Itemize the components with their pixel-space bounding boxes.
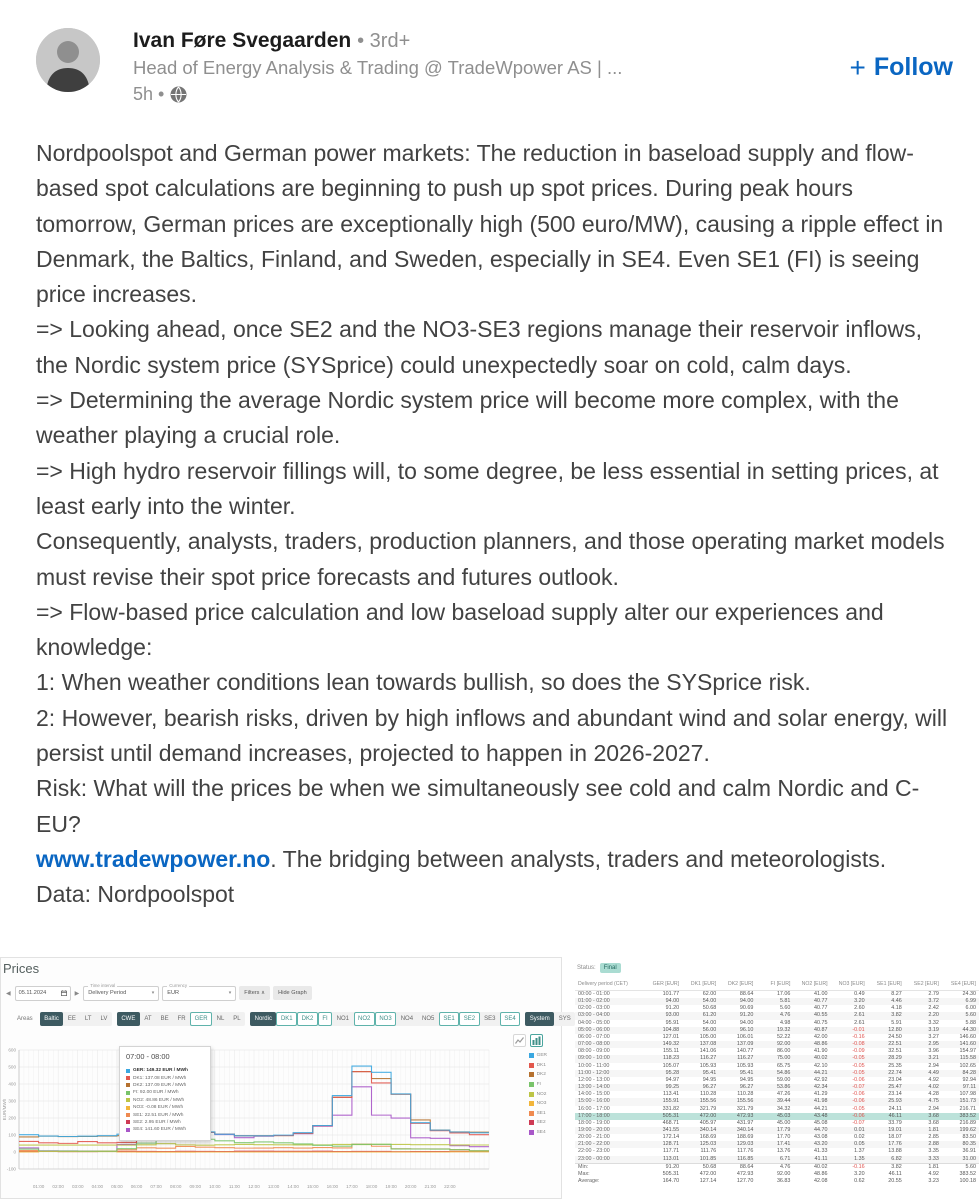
area-button-se1[interactable]: SE1	[439, 1012, 459, 1026]
legend-item-no3[interactable]	[529, 1099, 547, 1109]
area-button-se4[interactable]: SE4	[500, 1012, 520, 1026]
area-button-group	[40, 1012, 112, 1026]
filters-button[interactable]: Filters ∧	[239, 986, 270, 1000]
svg-text:200: 200	[8, 1115, 16, 1121]
area-button-ee[interactable]: EE	[63, 1012, 80, 1026]
legend-swatch	[529, 1053, 534, 1058]
svg-text:500: 500	[8, 1064, 16, 1070]
table-column-header: NO3 [EUR]	[831, 979, 868, 991]
legend-label: DK1	[536, 1062, 546, 1068]
svg-text:12:00: 12:00	[248, 1184, 260, 1189]
area-button-no2[interactable]: NO2	[354, 1012, 375, 1026]
post-paragraph: Data: Nordpoolspot	[36, 881, 235, 908]
area-button-be[interactable]: BE	[156, 1012, 173, 1026]
svg-text:14:00: 14:00	[287, 1184, 299, 1189]
table-summary-row: Max: 505.31 472.00 472.93 92.00 48.86 3.20 46.11 4.92 383.52	[575, 1171, 979, 1178]
table-row[interactable]: 12:00 - 13:00 94.97 94.95 94.95 59.00 42.92 -0.06 23.04 4.92 92.94	[578, 1076, 976, 1083]
tooltip-entry: SE2: 2.95 EUR / MWh	[126, 1119, 204, 1126]
table-row[interactable]: 05:00 - 06:00 104.88 56.00 96.10 19.32 40.87 -0.01 12.80 3.19 44.30	[575, 1027, 979, 1034]
area-button-baltic[interactable]: Baltic	[40, 1012, 64, 1026]
post-header	[36, 26, 959, 126]
nordpool-dashboard-image	[0, 955, 979, 1200]
svg-text:10:00: 10:00	[209, 1184, 221, 1189]
connection-degree: • 3rd+	[357, 30, 411, 52]
area-button-dk1[interactable]: DK1	[276, 1012, 297, 1026]
area-button-at[interactable]: AT	[140, 1012, 156, 1026]
svg-text:21:00: 21:00	[424, 1184, 436, 1189]
table-row[interactable]: 20:00 - 21:00 172.14 168.69 188.69 17.70 43.08 0.02 18.07 2.85 83.50	[578, 1134, 976, 1141]
legend-swatch	[529, 1092, 534, 1097]
svg-text:400: 400	[8, 1081, 16, 1087]
chart-legend	[529, 1051, 547, 1137]
date-next-button[interactable]: ▶	[74, 990, 80, 997]
tooltip-entry: SE4: 141.60 EUR / MWh	[126, 1126, 204, 1133]
tradewpower-link[interactable]: www.tradewpower.no	[36, 845, 271, 872]
post-paragraph: => Determining the average Nordic system price will become more complex, with the weather playing a crucial role.	[36, 387, 899, 449]
legend-label: SE1	[536, 1110, 546, 1116]
legend-item-dk1[interactable]	[529, 1061, 547, 1071]
tooltip-swatch	[126, 1091, 130, 1095]
area-button-group	[250, 1012, 520, 1026]
post-paragraph: => High hydro reservoir fillings will, to some degree, be less essential in setting prices, at least early into the winter.	[36, 457, 939, 519]
avatar-photo	[36, 28, 100, 92]
date-value: 05.11.2024	[18, 990, 47, 996]
table-column-header: GER [EUR]	[645, 979, 682, 991]
svg-text:06:00: 06:00	[130, 1184, 143, 1189]
tooltip-entry: GER: 149.32 EUR / MWh	[126, 1067, 204, 1074]
post-paragraph: => Looking ahead, once SE2 and the NO3-SE3 regions manage their reservoir inflows, the Nordic system price (SYSprice) could unexpectedly soar on cold, calm days.	[36, 316, 923, 378]
table-row[interactable]: 15:00 - 16:00 155.91 155.56 155.56 39.44 41.98 -0.06 25.93 4.75 151.73	[575, 1098, 979, 1105]
legend-item-ger[interactable]	[529, 1051, 547, 1061]
svg-text:0: 0	[13, 1149, 16, 1155]
table-column-header: SE1 [EUR]	[868, 979, 905, 991]
legend-label: GER	[536, 1053, 547, 1059]
tooltip-entry: NO2: 48.86 EUR / MWh	[126, 1097, 204, 1104]
legend-item-no2[interactable]	[529, 1089, 547, 1099]
area-button-se3[interactable]: SE3	[480, 1012, 500, 1026]
area-button-nordic[interactable]: Nordic	[250, 1012, 276, 1026]
table-row[interactable]: 17:00 - 18:00 505.31 472.00 472.93 45.03 43.48 -0.06 46.11 3.68 383.52	[575, 1113, 979, 1120]
area-button-lv[interactable]: LV	[96, 1012, 112, 1026]
tooltip-swatch	[126, 1113, 130, 1117]
svg-text:04:00: 04:00	[91, 1184, 104, 1189]
legend-swatch	[529, 1101, 534, 1106]
post-paragraph: Consequently, analysts, traders, production planners, and those operating market models must revise their spot price forecasts and futures outlook.	[36, 528, 945, 590]
legend-swatch	[529, 1063, 534, 1068]
post-time: 5h •	[133, 84, 165, 104]
table-row[interactable]: 22:00 - 23:00 117.71 111.76 117.76 13.76 41.33 1.37 13.88 3.35 36.91	[578, 1148, 976, 1155]
legend-item-dk2[interactable]	[529, 1070, 547, 1080]
table-row[interactable]: 14:00 - 15:00 113.41 110.28 110.28 47.26 41.29 -0.06 23.14 4.28 107.98	[578, 1091, 976, 1098]
table-column-header: DK1 [EUR]	[682, 979, 719, 991]
svg-text:13:00: 13:00	[267, 1184, 280, 1189]
area-button-fi[interactable]: FI	[318, 1012, 332, 1026]
tooltip-entry: DK2: 137.09 EUR / MWh	[126, 1082, 204, 1089]
table-row[interactable]: 19:00 - 20:00 341.55 340.14 340.14 17.79 44.70 0.01 19.01 1.81 199.62	[575, 1127, 979, 1134]
svg-text:600: 600	[8, 1047, 16, 1053]
status-badge: Final	[600, 963, 621, 973]
tooltip-entry: DK1: 137.08 EUR / MWh	[126, 1074, 204, 1081]
currency-value: EUR	[167, 990, 180, 996]
legend-item-se1[interactable]	[529, 1109, 547, 1119]
tooltip-swatch	[126, 1076, 130, 1080]
svg-text:01:00: 01:00	[32, 1184, 45, 1189]
tooltip-entry: NO3: -0.08 EUR / MWh	[126, 1104, 204, 1111]
table-row[interactable]: 13:00 - 14:00 99.25 96.27 96.27 53.86 42.34 -0.07 25.47 4.02 97.11	[575, 1084, 979, 1091]
calendar-icon	[61, 990, 67, 996]
svg-text:300: 300	[8, 1098, 16, 1104]
table-row[interactable]: 16:00 - 17:00 331.82 321.79 321.79 34.32 44.21 -0.05 24.11 2.94 216.71	[578, 1105, 976, 1112]
tooltip-swatch	[126, 1069, 130, 1073]
area-button-no4[interactable]: NO4	[396, 1012, 417, 1026]
svg-text:05:00: 05:00	[111, 1184, 123, 1189]
post-paragraph: 2: However, bearish risks, driven by high inflows and abundant wind and solar energy, will persist until demand increases, projected to happen in 2026-2027.	[36, 704, 948, 767]
table-column-header: DK2 [EUR]	[719, 979, 756, 991]
tooltip-swatch	[126, 1098, 130, 1102]
table-column-header: Delivery period (CET)	[575, 979, 645, 991]
tooltip-entry: FI: 92.00 EUR / MWh	[126, 1089, 204, 1096]
legend-item-se2[interactable]	[529, 1118, 547, 1128]
area-button-cwe[interactable]: CWE	[117, 1012, 140, 1026]
chart-tooltip	[119, 1046, 211, 1141]
controls-bar	[5, 984, 312, 1002]
table-row[interactable]: 03:00 - 04:00 93.00 61.20 91.20 4.76 40.55 2.61 3.82 2.20 5.60	[575, 1012, 979, 1019]
svg-text:22:00: 22:00	[444, 1184, 456, 1189]
area-button-no1[interactable]: NO1	[332, 1012, 353, 1026]
svg-text:03:00: 03:00	[72, 1184, 84, 1189]
prices-table-panel	[575, 958, 979, 1200]
table-row[interactable]: 11:00 - 12:00 95.28 95.41 95.41 54.86 44.21 -0.05 22.74 4.49 84.28	[575, 1070, 979, 1077]
tooltip-entry: SE1: 22.51 EUR / MWh	[126, 1111, 204, 1118]
chevron-down-icon: ▾	[228, 990, 232, 996]
legend-label: FI	[536, 1082, 541, 1088]
table-row[interactable]: 00:00 - 01:00 101.77 62.00 88.64 17.06 41.00 0.49 8.27 2.79 24.30	[578, 991, 976, 997]
legend-swatch	[529, 1072, 534, 1077]
area-button-sys[interactable]: SYS	[554, 1012, 575, 1026]
legend-label: SE2	[536, 1120, 546, 1126]
area-button-nl[interactable]: NL	[212, 1012, 229, 1026]
hide-graph-button[interactable]: Hide Graph	[273, 986, 312, 1000]
svg-text:18:00: 18:00	[365, 1184, 378, 1189]
prices-panel	[0, 957, 571, 1199]
legend-label: SE4	[536, 1130, 546, 1136]
svg-text:11:00: 11:00	[228, 1184, 240, 1189]
table-row[interactable]: 02:00 - 03:00 91.20 50.68 90.69 5.60 40.77 2.60 4.18 2.42 6.00	[578, 1005, 976, 1012]
price-chart	[1, 1034, 561, 1198]
table-row[interactable]: 01:00 - 02:00 94.00 54.00 94.00 5.81 40.77 3.20 4.46 3.72 6.99	[575, 998, 979, 1005]
areas-label: Areas	[17, 1016, 33, 1022]
table-row[interactable]: 09:00 - 10:00 118.23 116.27 116.27 75.00 40.02 -0.05 28.29 3.21 115.58	[575, 1055, 979, 1062]
currency-label: Currency	[169, 982, 188, 988]
table-summary-row: Average: 164.70 127.14 127.70 36.83 42.08 0.62 20.55 3.23 100.18	[575, 1178, 979, 1185]
post-paragraph: Risk: What will the prices be when we simultaneously see cold and calm Nordic and C-EU?	[36, 775, 920, 837]
legend-label: DK2	[536, 1072, 546, 1078]
status-label: Status:	[577, 965, 596, 971]
legend-label: NO2	[536, 1091, 547, 1097]
area-button-ger[interactable]: GER	[190, 1012, 212, 1026]
tooltip-time-range: 07:00 - 08:00	[126, 1052, 170, 1061]
chevron-down-icon: ▾	[151, 990, 155, 996]
legend-label: NO3	[536, 1101, 547, 1107]
area-button-system[interactable]: System	[525, 1012, 554, 1026]
currency-select[interactable]	[162, 982, 236, 1001]
post-paragraph: 1: When weather conditions lean towards bullish, so does the SYSprice risk.	[36, 669, 811, 696]
table-row[interactable]: 21:00 - 22:00 128.71 125.03 129.03 17.41 43.20 0.05 17.76 2.88 80.35	[575, 1141, 979, 1148]
legend-swatch	[529, 1130, 534, 1135]
tooltip-swatch	[126, 1083, 130, 1087]
svg-text:08:00: 08:00	[169, 1184, 182, 1189]
follow-button[interactable]: + Follow	[843, 52, 959, 83]
legend-item-fi[interactable]	[529, 1080, 547, 1090]
chart-plot-area[interactable]	[1, 1036, 561, 1196]
table-column-header: SE2 [EUR]	[905, 979, 942, 991]
svg-text:17:00: 17:00	[346, 1184, 358, 1189]
svg-text:09:00: 09:00	[189, 1184, 201, 1189]
area-button-lt[interactable]: LT	[80, 1012, 96, 1026]
svg-text:07:00: 07:00	[150, 1184, 162, 1189]
table-column-header: SE4 [EUR]	[942, 979, 979, 991]
svg-text:16:00: 16:00	[326, 1184, 339, 1189]
post-paragraph: www.tradewpower.no. The bridging between analysts, traders and meteorologists.	[36, 845, 887, 872]
svg-text:EUR/MWh: EUR/MWh	[2, 1098, 7, 1121]
time-interval-value: Delivery Period	[88, 990, 127, 996]
legend-swatch	[529, 1120, 534, 1125]
table-row[interactable]: 10:00 - 11:00 105.07 105.93 105.93 65.75 42.10 -0.05 25.35 2.94 102.65	[578, 1062, 976, 1069]
post-paragraph: => Flow-based price calculation and low baseload supply alter our experiences and knowledge:	[36, 598, 884, 661]
time-interval-select[interactable]	[83, 982, 159, 1001]
svg-text:15:00: 15:00	[307, 1184, 319, 1189]
date-picker[interactable]	[15, 986, 71, 1001]
plus-icon: +	[849, 51, 866, 83]
table-row[interactable]: 18:00 - 19:00 468.71 405.97 431.97 45.00 45.08 -0.07 33.79 3.68 216.89	[578, 1119, 976, 1126]
table-row[interactable]: 04:00 - 05:00 95.91 54.00 94.00 4.98 40.75 2.61 5.91 3.32 5.88	[578, 1019, 976, 1026]
table-row[interactable]: 06:00 - 07:00 127.01 105.00 106.01 52.22 42.00 -0.16 24.50 3.27 146.60	[578, 1033, 976, 1040]
table-row[interactable]: 08:00 - 09:00 155.11 141.06 140.77 86.00 41.90 -0.09 32.51 3.96 154.97	[578, 1048, 976, 1055]
panel-title: Prices	[3, 961, 40, 976]
table-summary-row: Min: 91.20 50.68 88.64 4.76 40.02 -0.16 3.82 1.81 5.60	[575, 1163, 979, 1171]
area-button-group	[117, 1012, 245, 1026]
areas-row	[17, 1012, 575, 1026]
tooltip-swatch	[126, 1106, 130, 1110]
globe-icon	[170, 86, 187, 103]
table-row[interactable]: 07:00 - 08:00 149.32 137.08 137.09 92.00 48.86 -0.08 22.51 2.95 141.60	[575, 1041, 979, 1048]
chevron-up-icon: ∧	[261, 990, 266, 996]
tooltip-swatch	[126, 1120, 130, 1124]
area-button-se2[interactable]: SE2	[459, 1012, 479, 1026]
area-button-dk2[interactable]: DK2	[297, 1012, 318, 1026]
area-button-no3[interactable]: NO3	[375, 1012, 396, 1026]
post-paragraph: Nordpoolspot and German power markets: The reduction in baseload supply and flow-based spot calculations are beginning to push up spot prices. During peak hours tomorrow, German prices are exceptionally high (500 euro/MW), causing a ripple effect in Denmark, the Baltics, Finland, and Sweden, especially in SE4. Even SE1 (FI) is seeing price increases.	[36, 140, 944, 308]
legend-swatch	[529, 1082, 534, 1087]
table-column-header: FI [EUR]	[756, 979, 793, 991]
time-interval-label: Time interval	[90, 982, 116, 988]
svg-text:19:00: 19:00	[385, 1184, 397, 1189]
avatar[interactable]	[36, 28, 100, 92]
svg-text:02:00: 02:00	[52, 1184, 64, 1189]
svg-text:100: 100	[8, 1132, 16, 1138]
svg-text:-100: -100	[6, 1166, 16, 1172]
post-body	[36, 136, 952, 913]
table-column-header: NO2 [EUR]	[793, 979, 830, 991]
legend-swatch	[529, 1111, 534, 1116]
svg-text:20:00: 20:00	[404, 1184, 417, 1189]
tooltip-swatch	[126, 1128, 130, 1132]
legend-item-se4[interactable]	[529, 1128, 547, 1138]
area-button-group	[525, 1012, 575, 1026]
author-headline: Head of Energy Analysis & Trading @ TradeWpower AS | ...	[133, 57, 623, 78]
prices-table	[575, 979, 979, 1185]
table-row[interactable]: 23:00 - 00:00 113.01 101.85 116.85 6.71 41.11 1.35 6.82 3.33 31.00	[575, 1156, 979, 1164]
area-button-pl[interactable]: PL	[229, 1012, 245, 1026]
author-name[interactable]: Ivan Føre Svegaarden	[133, 29, 352, 52]
area-button-no5[interactable]: NO5	[418, 1012, 439, 1026]
area-button-fr[interactable]: FR	[173, 1012, 190, 1026]
date-prev-button[interactable]: ◀	[6, 990, 11, 997]
